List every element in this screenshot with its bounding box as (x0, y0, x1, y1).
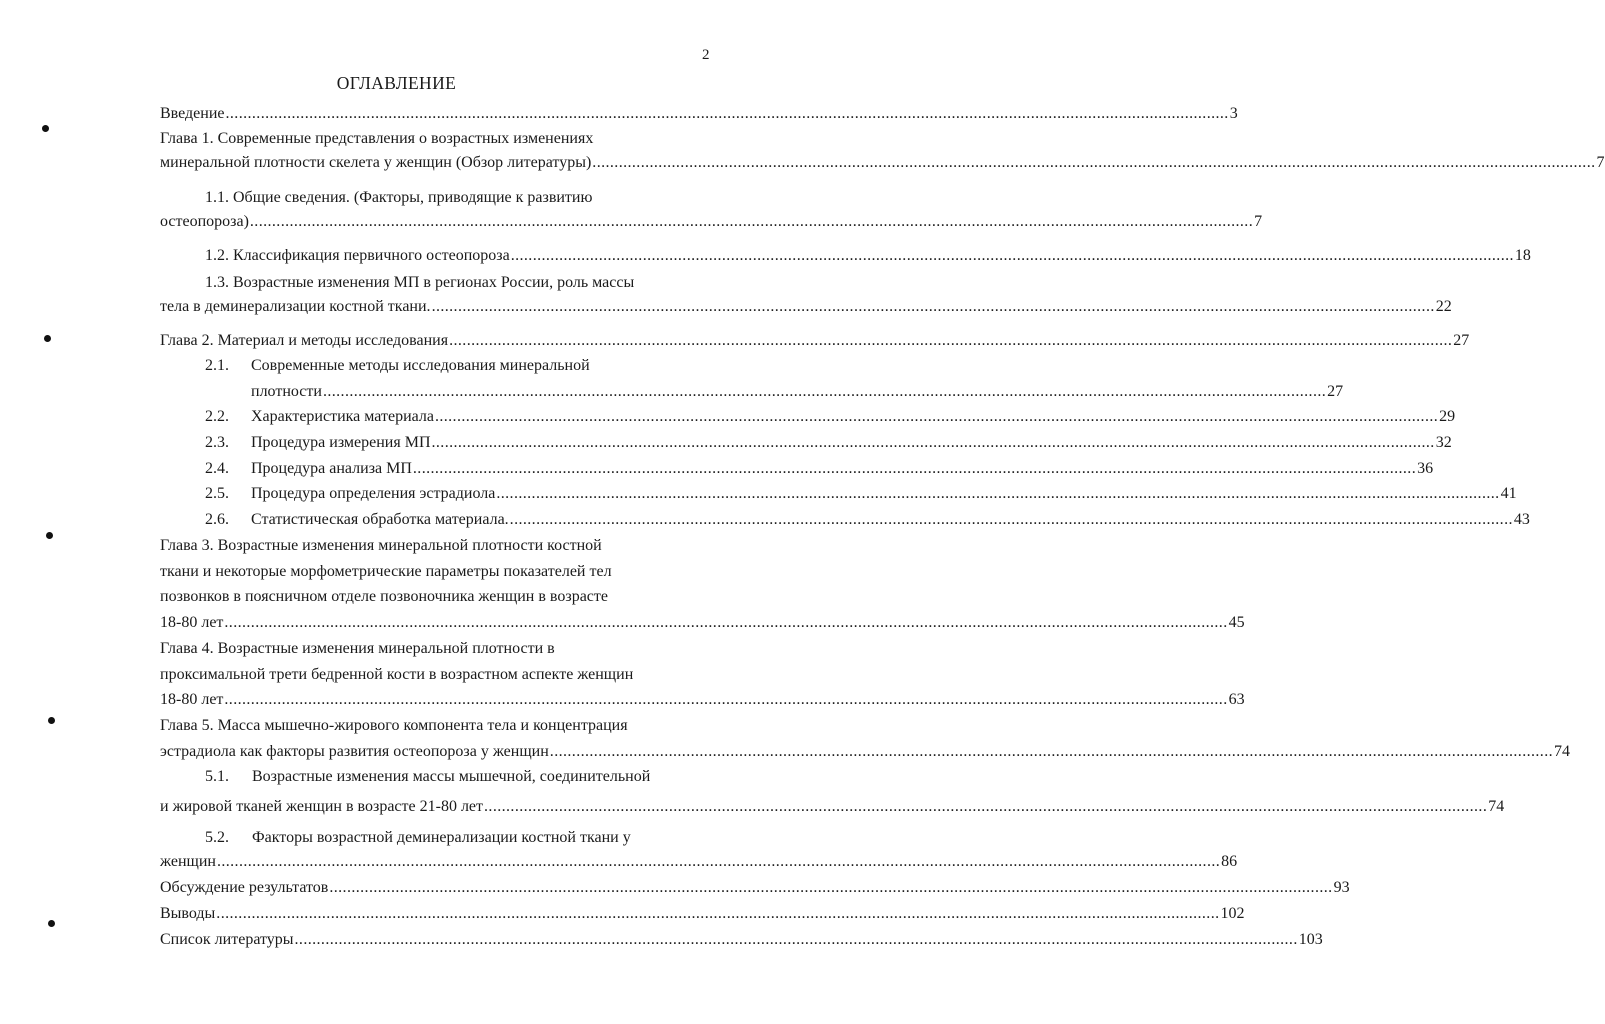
binder-hole-mark (42, 125, 49, 132)
toc-entry-chapter-5-cont[interactable]: эстрадиола как факторы развития остеопороза у женщин .................................................................................................................................................................................................................................... 74 (160, 743, 1570, 760)
toc-entry-2-3[interactable]: 2.3. Процедура измерения МП .................................................................................................................................................................................................................................... 32 (205, 434, 1452, 451)
toc-entry-chapter-1-cont[interactable]: минеральной плотности скелета у женщин (Обзор литературы) .................................................................................................................................................................................................................................... 7 (160, 154, 1605, 171)
toc-entry-chapter-4-cont-1[interactable]: проксимальной трети бедренной кости в возрастном аспекте женщин (160, 666, 634, 683)
page-number: 2 (702, 47, 710, 63)
toc-entry-discussion[interactable]: Обсуждение результатов .................................................................................................................................................................................................................................... 93 (160, 879, 1350, 896)
toc-entry-5-2-cont[interactable]: женщин .................................................................................................................................................................................................................................... 86 (160, 853, 1238, 870)
binder-hole-mark (48, 920, 55, 927)
toc-entry-chapter-1[interactable]: Глава 1. Современные представления о возрастных изменениях (160, 130, 594, 147)
toc-entry-chapter-3-cont-3[interactable]: 18-80 лет .................................................................................................................................................................................................................................... 45 (160, 614, 1245, 631)
binder-hole-mark (46, 532, 53, 539)
toc-entry-references[interactable]: Список литературы .................................................................................................................................................................................................................................... 103 (160, 931, 1323, 948)
toc-entry-5-1-cont[interactable]: и жировой тканей женщин в возрасте 21-80 лет .................................................................................................................................................................................................................................... 74 (160, 798, 1505, 815)
toc-entry-1-1-cont[interactable]: остеопороза) .................................................................................................................................................................................................................................... 7 (160, 213, 1263, 230)
toc-entry-chapter-3[interactable]: Глава 3. Возрастные изменения минеральной плотности костной (160, 537, 602, 554)
toc-entry-1-3[interactable]: 1.3. Возрастные изменения МП в регионах России, роль массы (205, 274, 635, 291)
toc-entry-2-4[interactable]: 2.4. Процедура анализа МП .................................................................................................................................................................................................................................... 36 (205, 460, 1434, 477)
toc-entry-introduction[interactable]: Введение .................................................................................................................................................................................................................................... 3 (160, 105, 1238, 122)
toc-entry-1-1[interactable]: 1.1. Общие сведения. (Факторы, приводящие к развитию (205, 189, 593, 206)
toc-entry-chapter-4[interactable]: Глава 4. Возрастные изменения минеральной плотности в (160, 640, 555, 657)
toc-entry-chapter-3-cont-2[interactable]: позвонков в поясничном отделе позвоночника женщин в возрасте (160, 588, 608, 605)
toc-entry-2-2[interactable]: 2.2. Характеристика материала .................................................................................................................................................................................................................................... 29 (205, 408, 1456, 425)
toc-entry-1-3-cont[interactable]: тела в деминерализации костной ткани. .................................................................................................................................................................................................................................... 22 (160, 298, 1452, 315)
binder-hole-mark (44, 335, 51, 342)
toc-entry-2-5[interactable]: 2.5. Процедура определения эстрадиола .................................................................................................................................................................................................................................... 41 (205, 485, 1517, 502)
toc-entry-chapter-3-cont-1[interactable]: ткани и некоторые морфометрические параметры показателей тел (160, 563, 612, 580)
toc-entry-5-1[interactable]: 5.1. Возрастные изменения массы мышечной, соединительной (205, 768, 651, 785)
toc-entry-2-1[interactable]: 2.1. Современные методы исследования минеральной (205, 357, 590, 374)
toc-entry-chapter-5[interactable]: Глава 5. Масса мышечно-жирового компонента тела и концентрация (160, 717, 628, 734)
toc-entry-chapter-4-cont-2[interactable]: 18-80 лет .................................................................................................................................................................................................................................... 63 (160, 691, 1245, 708)
binder-hole-mark (48, 717, 55, 724)
toc-entry-conclusions[interactable]: Выводы .................................................................................................................................................................................................................................... 102 (160, 905, 1245, 922)
toc-entry-chapter-2[interactable]: Глава 2. Материал и методы исследования .................................................................................................................................................................................................................................... 27 (160, 332, 1470, 349)
toc-entry-5-2[interactable]: 5.2. Факторы возрастной деминерализации костной ткани у (205, 829, 631, 846)
page-title: ОГЛАВЛЕНИЕ (336, 73, 457, 93)
toc-entry-2-6[interactable]: 2.6. Статистическая обработка материала. .................................................................................................................................................................................................................................... 43 (205, 511, 1530, 528)
toc-entry-1-2[interactable]: 1.2. Классификация первичного остеопороза .................................................................................................................................................................................................................................... 18 (205, 247, 1531, 264)
toc-entry-2-1-cont[interactable]: плотности .................................................................................................................................................................................................................................... 27 (251, 383, 1344, 400)
